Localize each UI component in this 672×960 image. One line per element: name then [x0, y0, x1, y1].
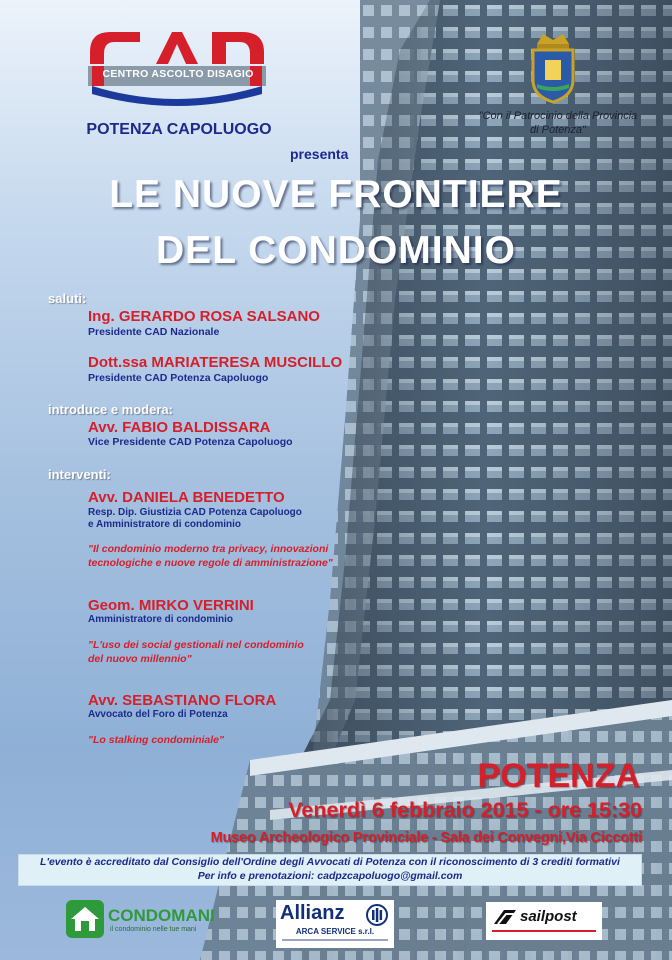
org-name: POTENZA CAPOLUOGO: [86, 121, 272, 138]
talk-topic: del nuovo millennio": [88, 653, 192, 665]
cad-logo: [82, 24, 272, 106]
condomani-name: CONDOMANI: [108, 906, 215, 925]
accreditation-notice: [18, 854, 642, 886]
moderator-label: introduce e modera:: [48, 402, 173, 417]
event-date: Venerdì 6 febbraio 2015 - ore 15:30: [288, 798, 642, 822]
speaker-role: Presidente CAD Nazionale: [88, 326, 220, 338]
moderator-name: Avv. FABIO BALDISSARA: [88, 419, 271, 436]
speaker-name: Dott.ssa MARIATERESA MUSCILLO: [88, 354, 343, 371]
sailpost-mark-icon: [492, 908, 518, 926]
sailpost-divider: [492, 930, 596, 932]
title-line-2: DEL CONDOMINIO: [156, 229, 516, 272]
sponsor-allianz: [276, 900, 394, 948]
accreditation-text: L'evento è accreditato dal Consiglio dell'Ordine degli Avvocati di Potenza con il riconoscimento di 3 crediti formativi: [40, 856, 620, 868]
event-city: POTENZA: [477, 757, 640, 795]
provincia-crest-icon: [527, 30, 579, 104]
speaker-role: Presidente CAD Potenza Capoluogo: [88, 372, 269, 384]
talks-label: interventi:: [48, 467, 111, 482]
title-line-1: LE NUOVE FRONTIERE: [109, 173, 563, 216]
logo-band-text: CENTRO ASCOLTO DISAGIO: [102, 68, 254, 80]
talk-topic: tecnologiche e nuove regole di amministrazione": [88, 557, 333, 569]
condomani-tagline: il condominio nelle tue mani: [110, 926, 197, 933]
talk-topic: "Il condominio moderno tra privacy, innovazioni: [88, 543, 329, 555]
condomani-house-icon: [66, 900, 104, 938]
speaker-name: Avv. SEBASTIANO FLORA: [88, 692, 277, 709]
event-venue: Museo Archeologico Provinciale - Sala dei Convegni,Via Ciccotti: [210, 830, 642, 846]
allianz-eagle-icon: [366, 904, 388, 926]
speaker-name: Ing. GERARDO ROSA SALSANO: [88, 308, 320, 325]
sailpost-name: sailpost: [520, 908, 577, 925]
sponsor-sailpost: [486, 902, 602, 940]
talk-topic: "L'uso dei social gestionali nel condominio: [88, 639, 304, 651]
presents-label: presenta: [290, 146, 349, 162]
speaker-name: Geom. MIRKO VERRINI: [88, 597, 254, 614]
allianz-divider: [282, 939, 388, 941]
sponsor-condomani: [66, 898, 238, 940]
speaker-name: Avv. DANIELA BENEDETTO: [88, 489, 285, 506]
patronage-text: "Con il Patrocinio della Provincia di Potenza": [478, 110, 638, 136]
moderator-role: Vice Presidente CAD Potenza Capoluogo: [88, 436, 293, 448]
speaker-role: Amministratore di condominio: [88, 614, 234, 625]
allianz-name: Allianz: [280, 902, 345, 924]
info-text: Per info e prenotazioni: cadpzcapoluogo@gmail.com: [197, 870, 463, 882]
speaker-role: Resp. Dip. Giustizia CAD Potenza Capoluogo: [88, 507, 302, 518]
speaker-role: e Amministratore di condominio: [88, 519, 241, 530]
speaker-role: Avvocato del Foro di Potenza: [88, 709, 228, 720]
talk-topic: "Lo stalking condominiale": [88, 734, 224, 746]
greetings-label: saluti:: [48, 291, 87, 306]
allianz-agency: ARCA SERVICE s.r.l.: [295, 927, 375, 936]
